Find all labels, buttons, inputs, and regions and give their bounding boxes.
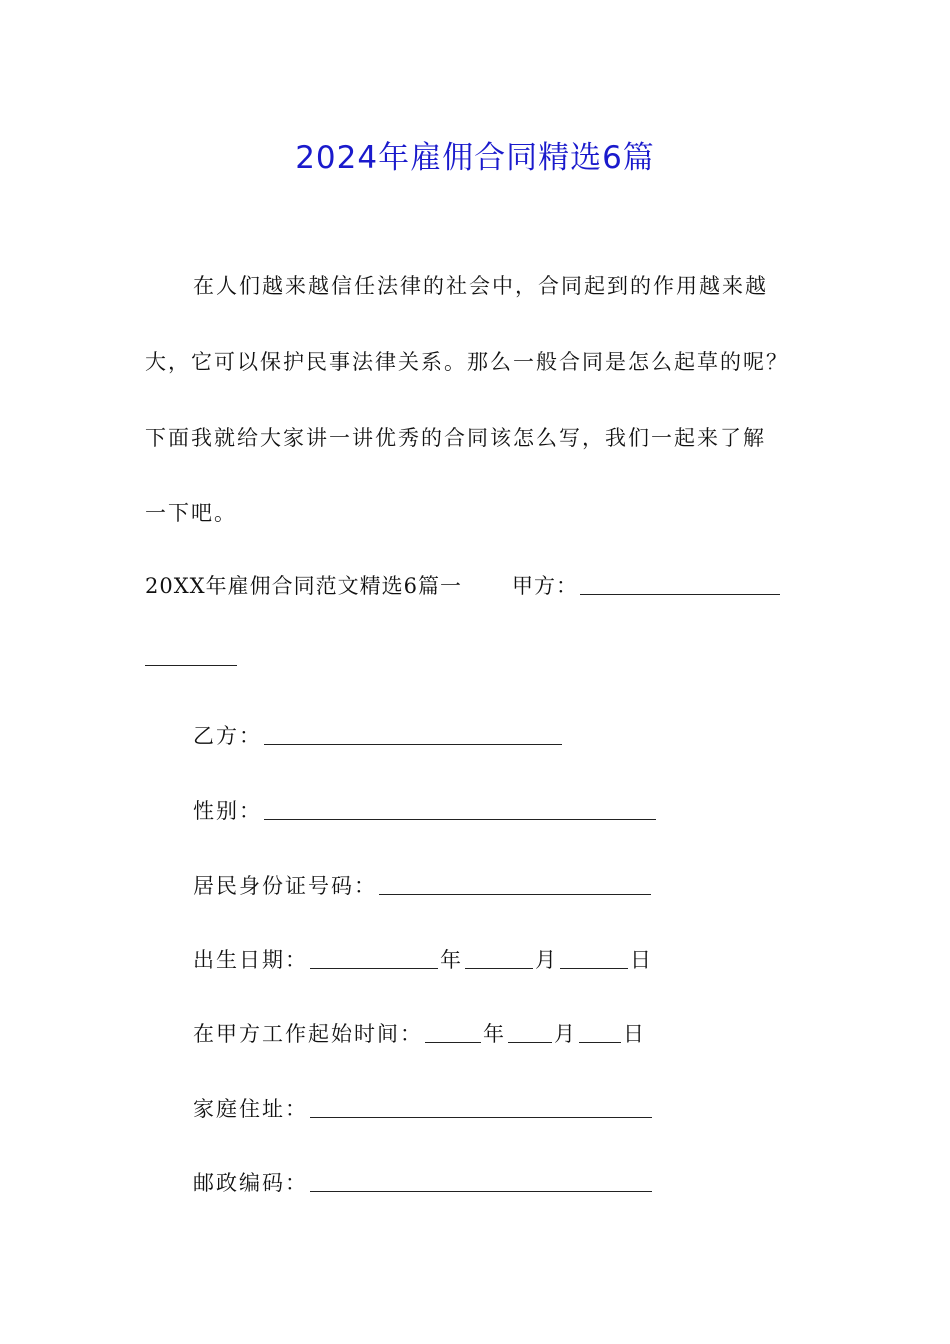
start-day-blank[interactable] — [579, 1022, 621, 1043]
party-a-label: 甲方： — [511, 574, 578, 598]
section-heading-row — [145, 570, 782, 600]
birth-year-unit: 年 — [440, 948, 463, 972]
postcode-label: 邮政编码： — [193, 1171, 308, 1195]
postcode-row — [193, 1167, 654, 1197]
id-number-row — [193, 870, 653, 900]
party-b-row — [193, 720, 564, 750]
birth-date-row — [193, 944, 653, 974]
birth-date-label: 出生日期： — [193, 948, 308, 972]
start-year-blank[interactable] — [425, 1022, 481, 1043]
party-a-blank-continued[interactable] — [145, 645, 237, 666]
start-year-unit: 年 — [483, 1022, 506, 1046]
address-label: 家庭住址： — [193, 1097, 308, 1121]
section-heading: 20XX年雇佣合同范文精选6篇一 — [145, 574, 462, 598]
birth-day-unit: 日 — [630, 948, 653, 972]
party-a-blank-continued-row — [145, 645, 237, 669]
party-b-label: 乙方： — [193, 724, 262, 748]
start-month-unit: 月 — [554, 1022, 577, 1046]
document-title: 2024年雇佣合同精选6篇 — [295, 140, 655, 176]
intro-line-3: 下面我就给大家讲一讲优秀的合同该怎么写，我们一起来了解 — [145, 426, 766, 450]
intro-line-1: 在人们越来越信任法律的社会中，合同起到的作用越来越 — [193, 274, 768, 298]
start-day-unit: 日 — [623, 1022, 646, 1046]
address-row — [193, 1093, 654, 1123]
postcode-blank[interactable] — [310, 1171, 652, 1192]
gender-label: 性别： — [193, 799, 262, 823]
gender-blank[interactable] — [264, 799, 656, 820]
start-date-label: 在甲方工作起始时间： — [193, 1022, 423, 1046]
party-b-blank[interactable] — [264, 724, 562, 745]
party-a-blank[interactable] — [580, 574, 780, 595]
birth-month-unit: 月 — [535, 948, 558, 972]
intro-line-4: 一下吧。 — [145, 501, 237, 525]
id-number-blank[interactable] — [379, 874, 651, 895]
birth-month-blank[interactable] — [465, 948, 533, 969]
start-date-row — [193, 1018, 646, 1048]
id-number-label: 居民身份证号码： — [193, 874, 377, 898]
start-month-blank[interactable] — [508, 1022, 552, 1043]
address-blank[interactable] — [310, 1097, 652, 1118]
intro-line-2: 大，它可以保护民事法律关系。那么一般合同是怎么起草的呢？ — [145, 350, 789, 374]
gender-row — [193, 795, 658, 825]
birth-year-blank[interactable] — [310, 948, 438, 969]
birth-day-blank[interactable] — [560, 948, 628, 969]
